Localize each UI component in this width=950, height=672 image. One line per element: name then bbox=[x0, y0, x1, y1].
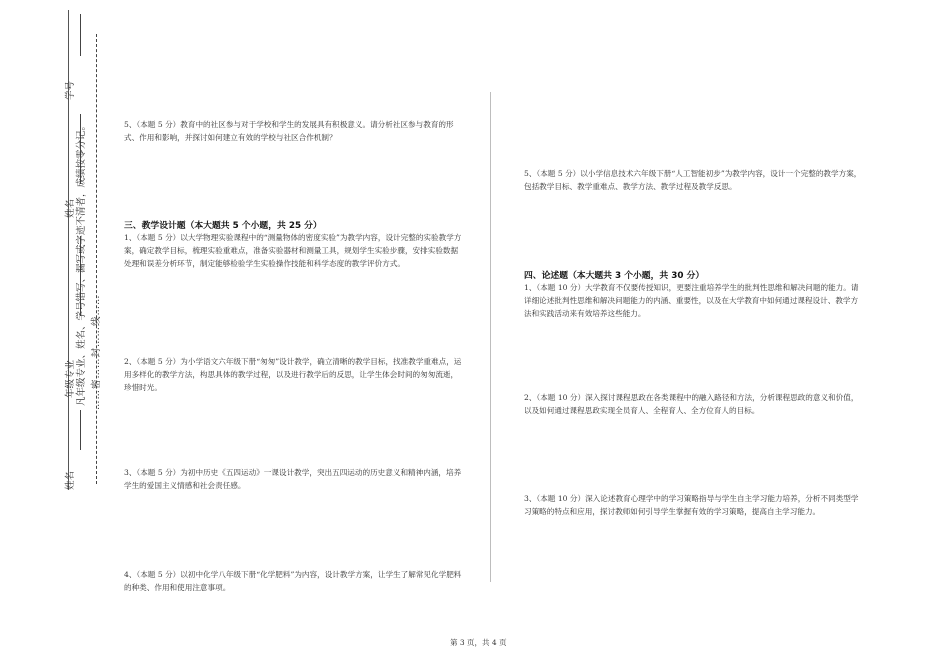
name-label-top: 姓名 bbox=[65, 198, 76, 218]
school-label: 姓名 bbox=[65, 470, 76, 490]
question-4-2: 2、（本题 10 分）深入探讨课程思政在各类课程中的融入路径和方法，分析课程思政的意义和价值，以及如何通过课程思政实现全员育人、全程育人、全方位育人的目标。 bbox=[524, 393, 859, 415]
binding-margin bbox=[0, 0, 110, 672]
question-4-1: 1、（本题 10 分）大学教育不仅要传授知识，更要注重培养学生的批判性思维和解决问题的能力。请详细论述批判性思维和解决问题能力的内涵、重要性，以及在大学教育中如何通过课程设计、教学方法和实践活动来有效培养这些能力。 bbox=[524, 283, 859, 318]
question-3-5: 5、（本题 5 分）以小学信息技术六年级下册“人工智能初步”为教学内容，设计一个完整的教学方案，包括教学目标、教学重难点、教学方法、教学过程及教学反思。 bbox=[524, 169, 862, 191]
question-3-4: 4、（本题 5 分）以初中化学八年级下册“化学肥料”为内容，设计教学方案，让学生了解常见化学肥料的种类、作用和使用注意事项。 bbox=[124, 570, 462, 592]
seal-line-text: ……密……封……线…… bbox=[91, 294, 102, 410]
grade-major-label: 年级专业 bbox=[65, 359, 76, 398]
section-3-title: 三、教学设计题（本大题共 5 个小题，共 25 分） bbox=[124, 221, 322, 231]
student-no-blank[interactable] bbox=[80, 14, 81, 56]
question-3-1: 1、（本题 5 分）以大学物理实验课程中的“测量物体的密度实验”为教学内容，设计完整的实验教学方案，确定教学目标，梳理实验重难点，准备实验器材和测量工具，规划学生实验步骤，安排实验数据处理和误差分析环节，制定能够检验学生实验操作技能和科学态度的教学评价方式。 bbox=[124, 233, 462, 268]
margin-instruction: 凡年级专业、姓名、学号错写、漏写或字迹不清者，成绩按零分记。 bbox=[76, 120, 87, 406]
school-blank[interactable] bbox=[80, 410, 81, 450]
question-3-3: 3、（本题 5 分）为初中历史《五四运动》一课设计教学，突出五四运动的历史意义和精神内涵，培养学生的爱国主义情感和社会责任感。 bbox=[124, 468, 462, 490]
student-no-label: 学号 bbox=[65, 80, 76, 100]
page-number: 第 3 页，共 4 页 bbox=[450, 638, 507, 647]
margin-dashed-line bbox=[96, 34, 97, 484]
question-4-3: 3、（本题 10 分）深入论述教育心理学中的学习策略指导与学生自主学习能力培养，分析不同类型学习策略的特点和应用，探讨教师如何引导学生掌握有效的学习策略，提高自主学习能力。 bbox=[524, 494, 859, 516]
column-divider bbox=[490, 92, 491, 582]
question-3-2: 2、（本题 5 分）为小学语文六年级下册“匆匆”设计教学，确立清晰的教学目标，找准教学重难点，运用多样化的教学方法，构思具体的教学过程，以及进行教学后的反思，让学生体会时间的匆匆流逝，珍惜时光。 bbox=[124, 357, 462, 392]
question-2-5: 5、（本题 5 分）教育中的社区参与对于学校和学生的发展具有积极意义。请分析社区参与教育的形式、作用和影响，并探讨如何建立有效的学校与社区合作机制？ bbox=[124, 120, 454, 142]
section-4-title: 四、论述题（本大题共 3 个小题，共 30 分） bbox=[524, 271, 705, 281]
